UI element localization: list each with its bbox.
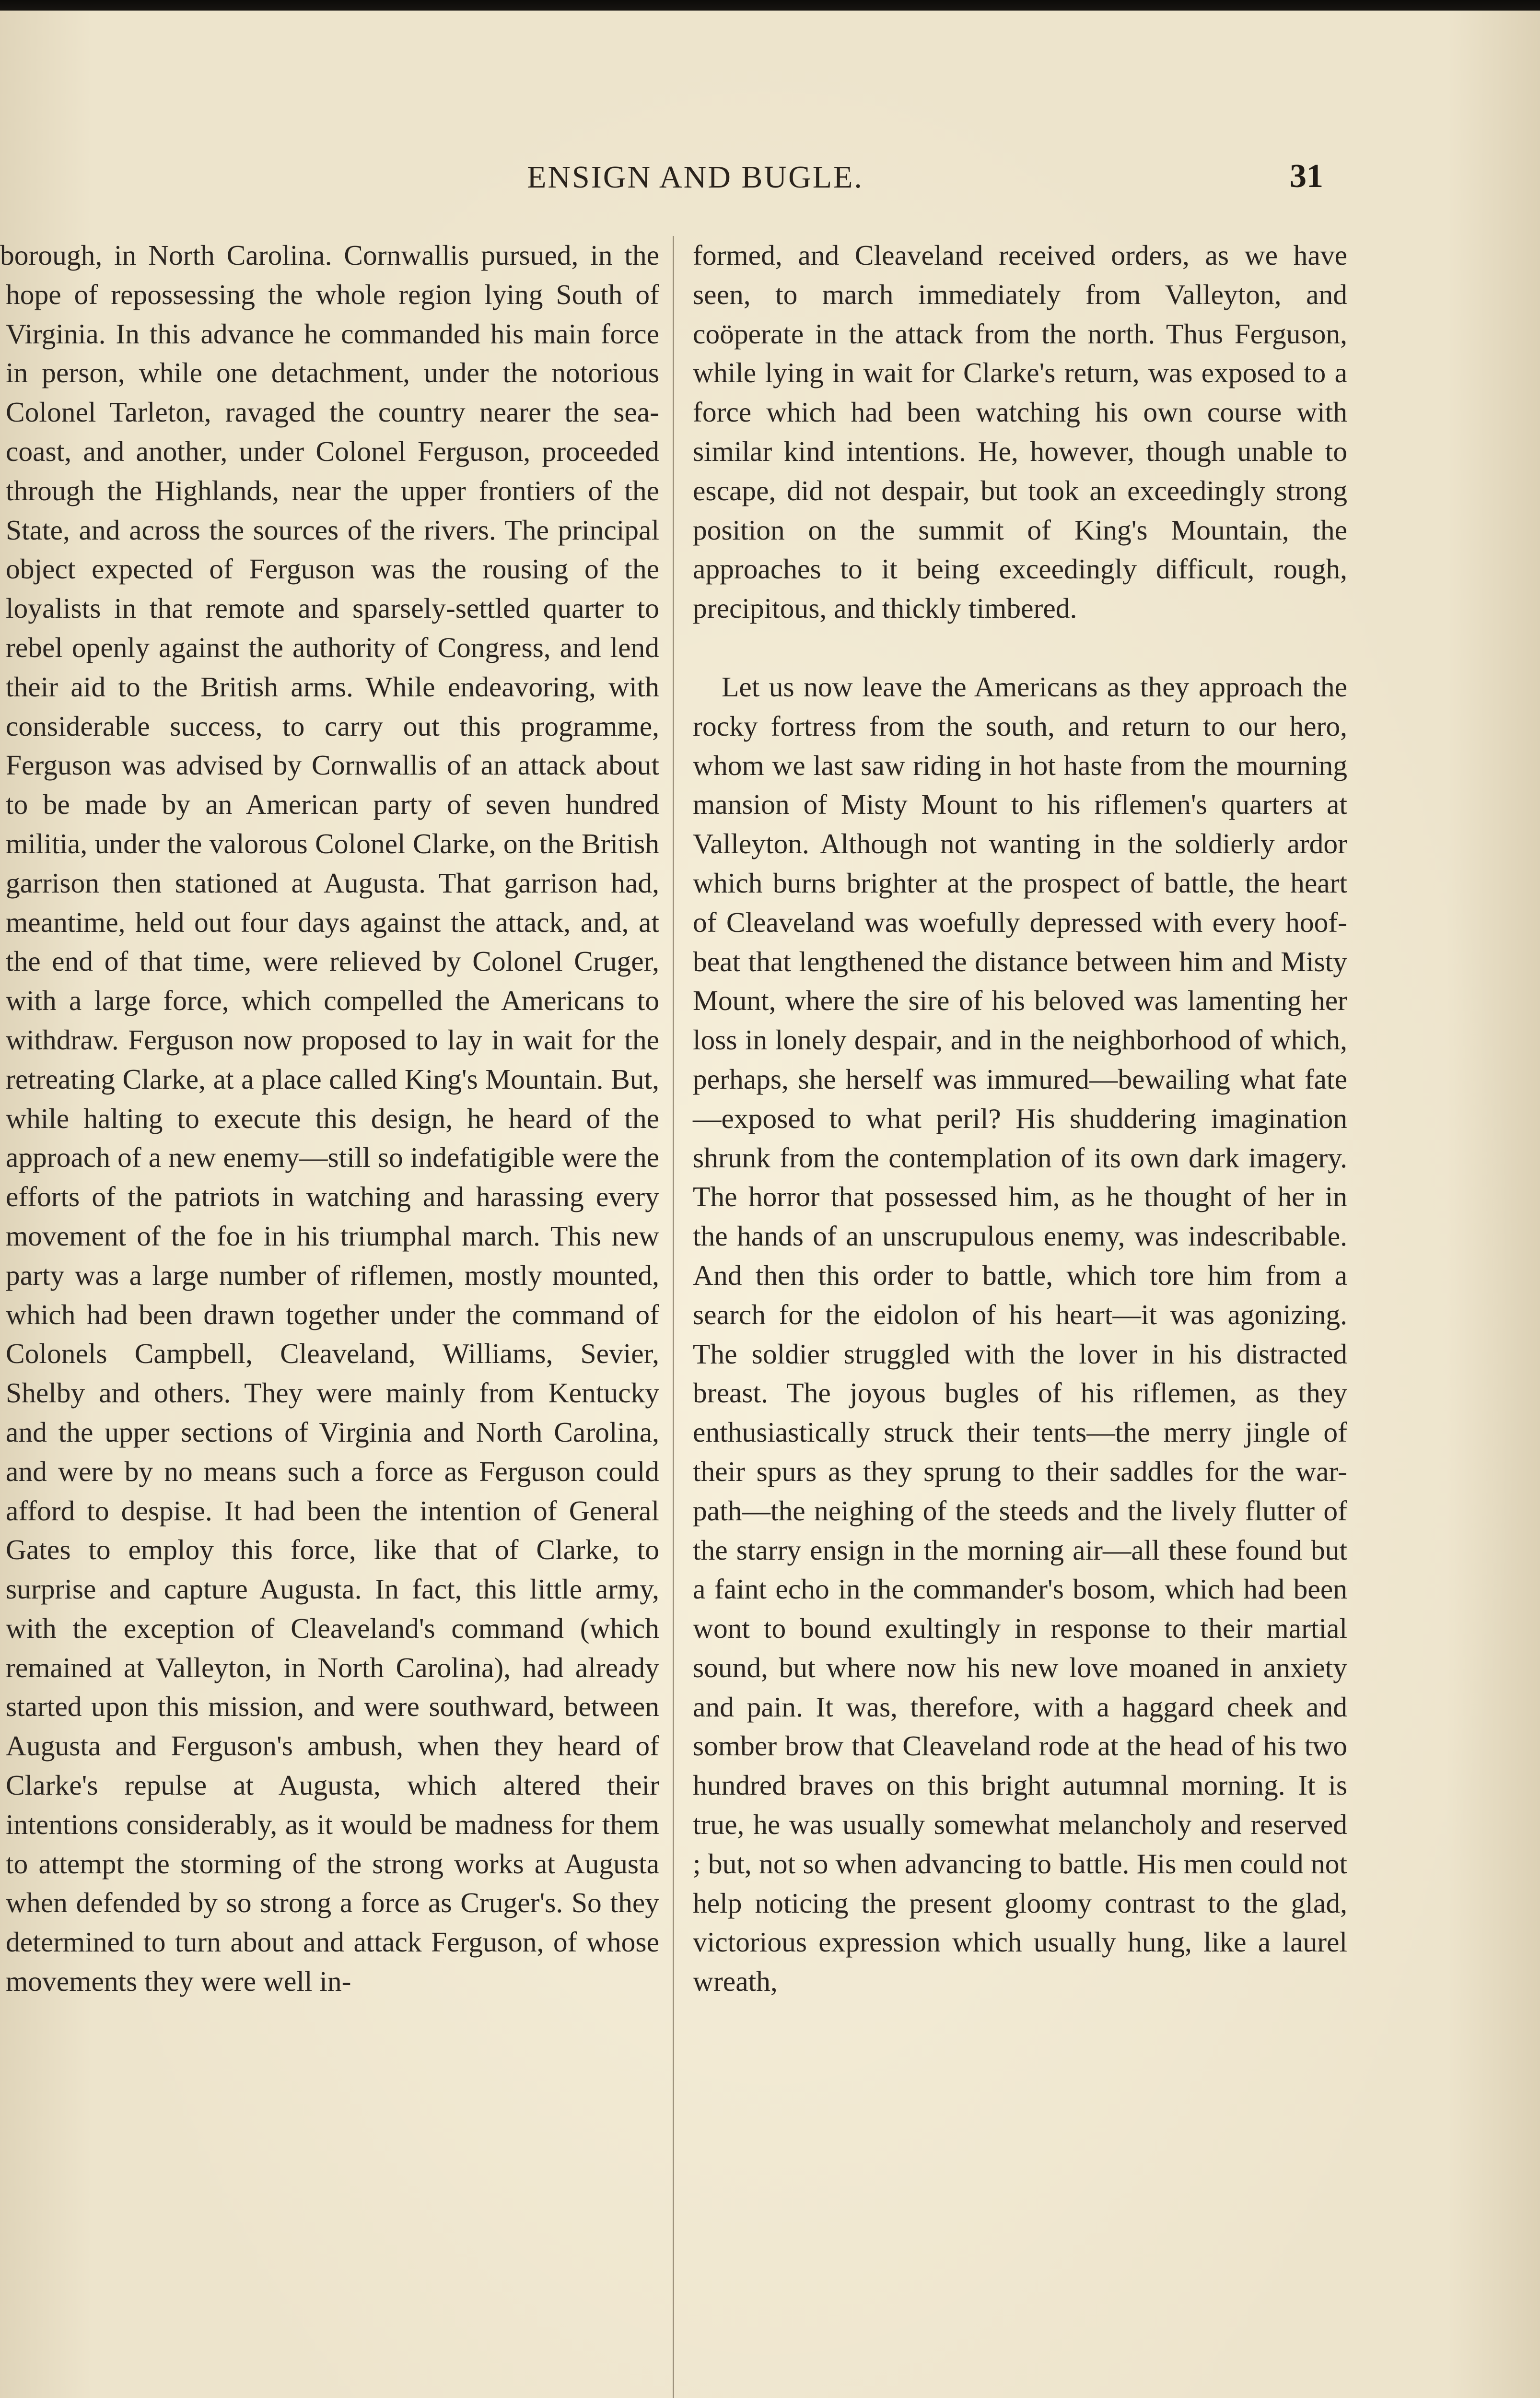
left-column-text: borough, in North Carolina. Cornwallis pursued, in the hope of repossessing the whole region lying South of Virginia. In this advance he commanded his main force in person, while one detachment, under the notorious Colonel Tarleton, ravaged the country nearer the sea-coast, and another, under Colonel Ferguson, proceeded through the Highlands, near the upper frontiers of the State, and across the sources of the rivers. The principal object expected of Ferguson was the rousing of the loyalists in that remote and sparsely-settled quarter to rebel openly against the authority of Congress, and lend their aid to the British arms. While endeavoring, with considerable success, to carry out this programme, Ferguson was advised by Cornwallis of an attack about to be made by an American party of seven hundred militia, under the valorous Colonel Clarke, on the British garrison then stationed at Augusta. That garrison had, meantime, held out four days against the attack, and, at the end of that time, were relieved by Colonel Cruger, with a large force, which compelled the Americans to withdraw. Ferguson now proposed to lay in wait for the retreating Clarke, at a place called King's Mountain. But, while halting to execute this design, he heard of the approach of a new enemy—still so indefatigible were the efforts of the patriots in watching and harassing every movement of the foe in his triumphal march. This new party was a large number of riflemen, mostly mounted, which had been drawn together under the command of Colonels Campbell, Cleaveland, Williams, Sevier, Shelby and others. They were mainly from Kentucky and the upper sections of Virginia and North Carolina, and were by no means such a force as Ferguson could afford to despise. It had been the intention of General Gates to employ this force, like that of Clarke, to surprise and capture Augusta. In fact, this little army, with the exception of Cleaveland's command (which remained at Valleyton, in North Carolina), had already started upon this mission, and were southward, between Augusta and Ferguson's ambush, when they heard of Clarke's repulse at Augusta, which altered their intentions considerably, as it would be madness for them to attempt the storming of the strong works at Augusta when defended by so strong a force as Cruger's. So they determined to turn about and attack Ferguson, of whose movements they were well in- [0,239,659,1998]
left-column [0,236,659,2001]
right-column [693,236,1347,2001]
right-column-paragraph-1: formed, and Cleaveland received orders, as we have seen, to march immediately from Valleyton, and coöperate in the attack from the north. Thus Ferguson, while lying in wait for Clarke's return, was exposed to a force which had been watching his own course with similar kind intentions. He, however, though unable to escape, did not despair, but took an exceedingly strong position on the summit of King's Mountain, the approaches to it being exceedingly difficult, rough, precipitous, and thickly timbered. [693,239,1347,624]
book-page [0,11,1540,2398]
running-head [0,154,1540,212]
column-divider [673,236,674,2398]
right-column-paragraph-2: Let us now leave the Americans as they approach the rocky fortress from the south, and return to our hero, whom we last saw riding in hot haste from the mourning mansion of Misty Mount to his riflemen's quarters at Valleyton. Although not wanting in the soldierly ardor which burns brighter at the prospect of battle, the heart of Cleaveland was woefully depressed with every hoof-beat that lengthened the distance between him and Misty Mount, where the sire of his beloved was lamenting her loss in lonely despair, and in the neighborhood of which, perhaps, she herself was immured—bewailing what fate—exposed to what peril? His shuddering imagination shrunk from the contemplation of its own dark imagery. The horror that possessed him, as he thought of her in the hands of an unscrupulous enemy, was indescribable. And then this order to battle, which tore him from a search for the eidolon of his heart—it was agonizing. The soldier struggled with the lover in his distracted breast. The joyous bugles of his riflemen, as they enthusiastically struck their tents—the merry jingle of their spurs as they sprung to their saddles for the war-path—the neighing of the steeds and the lively flutter of the starry ensign in the morning air—all these found but a faint echo in the commander's bosom, which had been wont to bound exultingly in response to their martial sound, but where now his new love moaned in anxiety and pain. It was, therefore, with a haggard cheek and somber brow that Cleaveland rode at the head of his two hundred braves on this bright autumnal morning. It is true, he was usually somewhat melancholy and reserved ; but, not so when advancing to battle. His men could not help noticing the present gloomy contrast to the glad, victorious expression which usually hung, like a laurel wreath, [693,670,1347,1998]
page-number: 31 [1290,158,1323,195]
running-title: ENSIGN AND BUGLE. [527,160,863,195]
